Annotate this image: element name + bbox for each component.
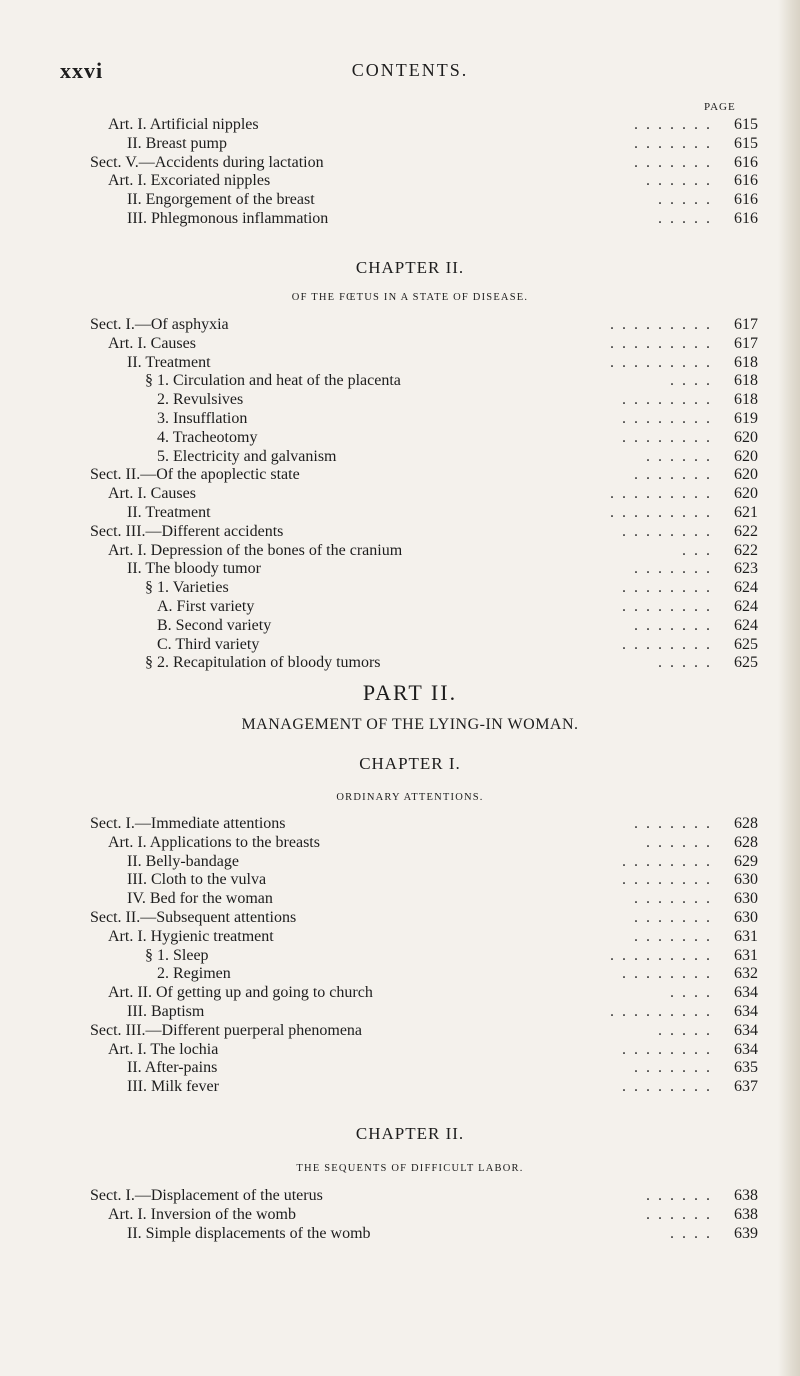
toc-entry-leader-dots: . . . . . . . . . [610, 503, 712, 521]
toc-entry-title: Sect. V.—Accidents during lactation [90, 153, 324, 171]
toc-entry-leader-dots: . . . . . . [646, 1187, 712, 1204]
chapter-heading: CHAPTER I. [359, 754, 461, 773]
toc-entry-leader-dots: . . . . . . . . . [610, 316, 712, 333]
toc-entry-page: 624 [734, 616, 758, 634]
toc-entry-leader-dots: . . . . . . . . [622, 1040, 712, 1058]
toc-entry-leader-dots: . . . . . . . . . [610, 485, 712, 503]
toc-entry [90, 1206, 758, 1225]
toc-entry-title: 3. Insufflation [157, 409, 248, 427]
toc-entry [90, 504, 758, 523]
toc-entry [90, 429, 758, 448]
toc-entry [90, 871, 758, 890]
page-number: xxvi [60, 58, 104, 83]
toc-entry-leader-dots: . . . . [670, 372, 712, 390]
toc-entry-title: II. Breast pump [127, 134, 227, 152]
toc-entry [90, 154, 758, 173]
toc-entry-page: 624 [734, 597, 758, 615]
toc-entry-title: II. Belly-bandage [127, 852, 239, 870]
toc-entry-leader-dots: . . . . . [658, 654, 712, 672]
toc-entry-page: 628 [734, 815, 758, 832]
toc-entry-page: 623 [734, 560, 758, 578]
toc-entry [90, 1225, 758, 1244]
toc-entry [90, 928, 758, 947]
toc-entry-page: 622 [734, 522, 758, 540]
toc-entry [90, 1059, 758, 1078]
toc-entry-leader-dots: . . . . . . . [634, 134, 712, 152]
toc-entry-leader-dots: . . . . . . . [634, 908, 712, 926]
chapter-subheading: OF THE FŒTUS IN A STATE OF DISEASE. [291, 292, 529, 303]
toc-entry-title: 5. Electricity and galvanism [157, 447, 337, 465]
toc-entry-page: 630 [734, 871, 758, 889]
toc-entry-page: 618 [734, 391, 758, 409]
toc-entry [90, 1041, 758, 1060]
toc-entry-leader-dots: . . . . . . [646, 833, 712, 851]
toc-entry-title: Sect. III.—Different accidents [90, 522, 284, 540]
toc-entry [90, 909, 758, 928]
toc-entry [90, 579, 758, 598]
toc-entry-page: 631 [734, 946, 758, 964]
toc-block-ordinary-attentions [90, 815, 758, 1097]
toc-entry-title: II. Simple displacements of the womb [127, 1224, 371, 1242]
toc-entry-leader-dots: . . . . . . . . [622, 409, 712, 427]
toc-entry-title: C. Third variety [157, 635, 260, 653]
toc-entry-page: 619 [734, 409, 758, 427]
toc-entry-leader-dots: . . . . . . [646, 447, 712, 465]
toc-entry-title: Art. I. Depression of the bones of the cranium [108, 541, 403, 559]
toc-entry-title: Art. I. Causes [108, 334, 196, 352]
toc-entry-title: II. Treatment [127, 353, 211, 371]
toc-entry-page: 630 [734, 890, 758, 908]
toc-entry-title: Art. I. Inversion of the womb [108, 1205, 296, 1223]
toc-entry-title: II. After-pains [127, 1059, 218, 1077]
toc-entry-title: II. The bloody tumor [127, 560, 261, 578]
toc-entry [90, 560, 758, 579]
toc-block-difficult-labor [90, 1187, 758, 1243]
toc-entry-title: § 1. Sleep [145, 946, 209, 964]
toc-entry-page: 618 [734, 353, 758, 371]
toc-entry-leader-dots: . . . . . . . [634, 616, 712, 634]
toc-block-foetus-disease [90, 316, 758, 673]
toc-entry-title: Art. I. Causes [108, 485, 196, 503]
toc-entry-leader-dots: . . . . . . . . [622, 1078, 712, 1096]
toc-entry [90, 466, 758, 485]
toc-entry-leader-dots: . . . . . . . . . [610, 1002, 712, 1020]
toc-entry-leader-dots: . . . . . . . [634, 116, 712, 133]
toc-entry-leader-dots: . . . . . . [646, 1205, 712, 1223]
toc-entry-title: 4. Tracheotomy [157, 428, 258, 446]
toc-entry-title: B. Second variety [157, 616, 272, 634]
toc-entry-page: 620 [734, 485, 758, 503]
toc-entry-leader-dots: . . . . . . . [634, 815, 712, 832]
toc-entry [90, 410, 758, 429]
toc-entry-page: 615 [734, 116, 758, 133]
running-title: CONTENTS. [351, 60, 469, 80]
toc-entry [90, 448, 758, 467]
toc-entry-title: Art. II. Of getting up and going to church [108, 984, 373, 1002]
toc-entry-page: 630 [734, 908, 758, 926]
toc-entry-title: III. Milk fever [127, 1078, 219, 1096]
toc-entry-page: 629 [734, 852, 758, 870]
toc-entry [90, 116, 758, 135]
toc-entry-page: 620 [734, 447, 758, 465]
toc-entry-page: 634 [734, 1040, 758, 1058]
part-heading: PART II. [362, 680, 458, 705]
toc-entry-leader-dots: . . . . . . . [634, 560, 712, 578]
page-edge-shadow [778, 0, 800, 1376]
toc-entry-title: Art. I. Excoriated nipples [108, 172, 271, 190]
toc-entry [90, 834, 758, 853]
toc-entry [90, 1078, 758, 1097]
toc-entry-leader-dots: . . . . [670, 1224, 712, 1242]
toc-entry [90, 372, 758, 391]
page-column-label: PAGE [704, 101, 736, 113]
toc-entry [90, 654, 758, 673]
toc-entry-title: IV. Bed for the woman [127, 890, 273, 908]
toc-entry-title: Sect. III.—Different puerperal phenomena [90, 1021, 363, 1039]
toc-entry-title: Sect. I.—Immediate attentions [90, 815, 286, 832]
toc-entry-page: 637 [734, 1078, 758, 1096]
toc-entry-leader-dots: . . . . . . . . [622, 597, 712, 615]
toc-entry-title: Sect. II.—Subsequent attentions [90, 908, 297, 926]
toc-entry-title: Art. I. Applications to the breasts [108, 833, 320, 851]
toc-entry-leader-dots: . . . . . . . . [622, 852, 712, 870]
toc-entry [90, 947, 758, 966]
toc-entry-title: 2. Revulsives [157, 391, 244, 409]
part-subheading: MANAGEMENT OF THE LYING-IN WOMAN. [241, 716, 579, 733]
toc-entry-leader-dots: . . . . . [658, 209, 712, 227]
toc-entry-leader-dots: . . . . . . . . . [610, 353, 712, 371]
toc-entry [90, 542, 758, 561]
toc-entry-page: 620 [734, 428, 758, 446]
toc-entry [90, 316, 758, 335]
toc-entry [90, 815, 758, 834]
toc-entry-page: 617 [734, 334, 758, 352]
toc-entry-leader-dots: . . . . . . . [634, 927, 712, 945]
toc-entry-title: § 1. Circulation and heat of the placenta [145, 372, 401, 390]
toc-entry-title: II. Treatment [127, 503, 211, 521]
toc-entry [90, 1003, 758, 1022]
chapter-heading: CHAPTER II. [355, 258, 465, 277]
toc-entry-page: 618 [734, 372, 758, 390]
toc-entry [90, 1187, 758, 1206]
toc-entry-page: 616 [734, 191, 758, 209]
toc-block-lactation [90, 116, 758, 229]
toc-entry [90, 172, 758, 191]
toc-entry-page: 634 [734, 1002, 758, 1020]
toc-entry-title: 2. Regimen [157, 965, 231, 983]
toc-entry [90, 335, 758, 354]
toc-entry-leader-dots: . . . . . [658, 1021, 712, 1039]
toc-entry-page: 617 [734, 316, 758, 333]
toc-entry-page: 624 [734, 579, 758, 597]
toc-entry-leader-dots: . . . . . . . . [622, 635, 712, 653]
toc-entry-leader-dots: . . . . . . [646, 172, 712, 190]
toc-entry [90, 1022, 758, 1041]
toc-entry-page: 634 [734, 984, 758, 1002]
toc-entry [90, 636, 758, 655]
toc-entry [90, 485, 758, 504]
toc-entry-title: § 1. Varieties [145, 579, 229, 597]
toc-entry-title: Art. I. The lochia [108, 1040, 219, 1058]
toc-entry-leader-dots: . . . . . . . . [622, 391, 712, 409]
toc-entry-page: 634 [734, 1021, 758, 1039]
toc-entry-page: 628 [734, 833, 758, 851]
toc-entry-page: 639 [734, 1224, 758, 1242]
toc-entry [90, 890, 758, 909]
toc-entry-page: 622 [734, 541, 758, 559]
toc-entry [90, 391, 758, 410]
toc-entry-leader-dots: . . . . . . . . [622, 428, 712, 446]
toc-entry-page: 638 [734, 1187, 758, 1204]
toc-entry-title: III. Phlegmonous inflammation [127, 209, 329, 227]
toc-entry-title: III. Cloth to the vulva [127, 871, 267, 889]
chapter-subheading: THE SEQUENTS OF DIFFICULT LABOR. [296, 1163, 524, 1174]
toc-entry-page: 621 [734, 503, 758, 521]
toc-entry-title: Art. I. Hygienic treatment [108, 927, 274, 945]
toc-entry-leader-dots: . . . . . . . [634, 1059, 712, 1077]
running-header [60, 58, 760, 82]
toc-entry-page: 638 [734, 1205, 758, 1223]
toc-entry-leader-dots: . . . . . . . [634, 153, 712, 171]
toc-entry-title: § 2. Recapitulation of bloody tumors [145, 654, 381, 672]
toc-entry-title: Sect. II.—Of the apoplectic state [90, 466, 300, 484]
toc-entry-page: 616 [734, 172, 758, 190]
toc-entry [90, 523, 758, 542]
toc-entry-title: Sect. I.—Displacement of the uterus [90, 1187, 323, 1204]
toc-entry [90, 598, 758, 617]
chapter-heading: CHAPTER II. [355, 1124, 465, 1143]
toc-entry-leader-dots: . . . . . . . . [622, 965, 712, 983]
toc-entry [90, 853, 758, 872]
toc-entry-page: 615 [734, 134, 758, 152]
toc-entry [90, 617, 758, 636]
toc-entry-page: 616 [734, 209, 758, 227]
toc-entry [90, 354, 758, 373]
toc-entry [90, 135, 758, 154]
toc-entry-page: 625 [734, 635, 758, 653]
toc-entry-leader-dots: . . . . . [658, 191, 712, 209]
toc-entry-leader-dots: . . . . . . . . [622, 871, 712, 889]
toc-entry-leader-dots: . . . . . . . [634, 466, 712, 484]
toc-entry-page: 616 [734, 153, 758, 171]
toc-entry [90, 210, 758, 229]
toc-entry-leader-dots: . . . . . . . [634, 890, 712, 908]
toc-entry-leader-dots: . . . . . . . . [622, 522, 712, 540]
toc-entry-page: 620 [734, 466, 758, 484]
toc-entry [90, 191, 758, 210]
toc-entry-title: Art. I. Artificial nipples [108, 116, 259, 133]
toc-entry [90, 984, 758, 1003]
toc-entry-leader-dots: . . . . [670, 984, 712, 1002]
toc-entry-page: 632 [734, 965, 758, 983]
toc-entry-leader-dots: . . . . . . . . . [610, 334, 712, 352]
toc-entry-title: II. Engorgement of the breast [127, 191, 315, 209]
toc-entry-page: 631 [734, 927, 758, 945]
toc-entry-leader-dots: . . . [682, 541, 712, 559]
toc-entry-page: 635 [734, 1059, 758, 1077]
toc-entry-leader-dots: . . . . . . . . . [610, 946, 712, 964]
toc-entry [90, 965, 758, 984]
toc-entry-title: A. First variety [157, 597, 255, 615]
toc-entry-page: 625 [734, 654, 758, 672]
chapter-subheading: ORDINARY ATTENTIONS. [336, 792, 484, 803]
toc-entry-leader-dots: . . . . . . . . [622, 579, 712, 597]
toc-entry-title: III. Baptism [127, 1002, 205, 1020]
toc-entry-title: Sect. I.—Of asphyxia [90, 316, 229, 333]
